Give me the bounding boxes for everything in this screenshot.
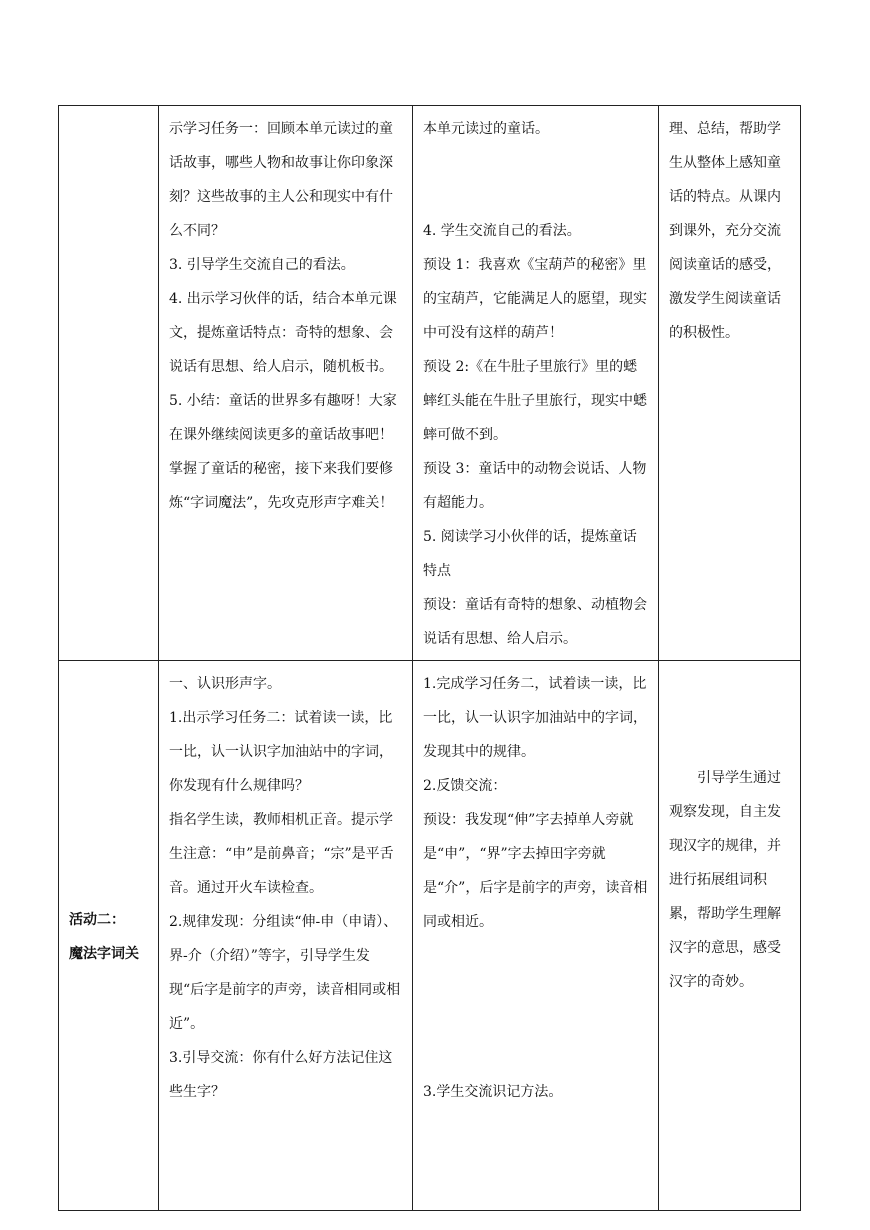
- student-step: 3.学生交流识记方法。: [423, 1084, 563, 1100]
- student-step: 预设 2:《在牛肚子里旅行》里的蟋蟀红头能在牛肚子里旅行，现实中蟋蟀可做不到。: [423, 359, 647, 443]
- teacher-step: 一、认识形声字。: [169, 676, 281, 692]
- teacher-step: 示学习任务一：回顾本单元读过的童话故事，哪些人物和故事让你印象深刻？这些故事的主人公和现实中有什么不同？: [169, 121, 393, 239]
- table-row: [59, 661, 801, 1211]
- student-step: 预设：我发现“伸”字去掉单人旁就是“申”，“界”字去掉田字旁就是“介”，后字是前字的声旁，读音相同或相近。: [423, 812, 648, 930]
- teacher-step: 3. 引导学生交流自己的看法。: [169, 257, 355, 273]
- activity-subtitle: 魔法字词关: [69, 945, 139, 962]
- teacher-activity-cell: [159, 106, 413, 661]
- table-row: [59, 106, 801, 661]
- teacher-step: 指名学生读，教师相机正音。提示学生注意：“申”是前鼻音；“宗”是平舌音。通过开火车读检查。: [169, 812, 394, 896]
- teacher-step: 3.引导交流：你有什么好方法记住这些生字？: [169, 1050, 393, 1100]
- teacher-step: 4. 出示学习伙伴的话，结合本单元课文，提炼童话特点：奇特的想象、会说话有思想、给人启示，随机板书。: [169, 291, 397, 375]
- student-step: 5. 阅读学习小伙伴的话，提炼童话特点: [423, 529, 637, 579]
- teacher-step: 1.出示学习任务二：试着读一读，比一比，认一认识字加油站中的字词，你发现有什么规律吗？: [169, 710, 393, 794]
- student-step: 4. 学生交流自己的看法。: [423, 223, 581, 239]
- teacher-step: 2.规律发现：分组读“伸-申（申请）、界-介（介绍）”等字，引导学生发现“后字是前字的声旁，读音相同或相近”。: [169, 914, 401, 1032]
- student-activity-cell: [413, 106, 659, 661]
- activity-title: 活动二：: [69, 911, 125, 928]
- design-intent-text: 引导学生通过观察发现，自主发现汉字的规律，并进行拓展组词积累，帮助学生理解汉字的意思，感受汉字的奇妙。: [669, 770, 781, 990]
- lesson-plan-table: [58, 105, 801, 1211]
- student-step: 预设 1：我喜欢《宝葫芦的秘密》里的宝葫芦，它能满足人的愿望，现实中可没有这样的葫芦！: [423, 257, 647, 341]
- student-step: 预设 3：童话中的动物会说话、人物有超能力。: [423, 461, 647, 511]
- activity-cell: [59, 661, 159, 1211]
- teacher-activity-cell: [159, 661, 413, 1211]
- student-step: 2.反馈交流：: [423, 778, 507, 794]
- design-intent-text: 理、总结，帮助学生从整体上感知童话的特点。从课内到课外，充分交流阅读童话的感受，激发学生阅读童话的积极性。: [669, 121, 781, 341]
- design-intent-cell: [659, 661, 801, 1211]
- design-intent-cell: [659, 106, 801, 661]
- student-step: 本单元读过的童话。: [423, 121, 549, 137]
- teacher-step: 5. 小结：童话的世界多有趣呀！大家在课外继续阅读更多的童话故事吧！掌握了童话的秘密，接下来我们要修炼“字词魔法”，先攻克形声字难关！: [169, 393, 397, 511]
- student-step: 1.完成学习任务二，试着读一读，比一比，认一认识字加油站中的字词，发现其中的规律。: [423, 676, 647, 760]
- activity-cell: [59, 106, 159, 661]
- student-activity-cell: [413, 661, 659, 1211]
- student-step: 预设：童话有奇特的想象、动植物会说话有思想、给人启示。: [423, 597, 647, 647]
